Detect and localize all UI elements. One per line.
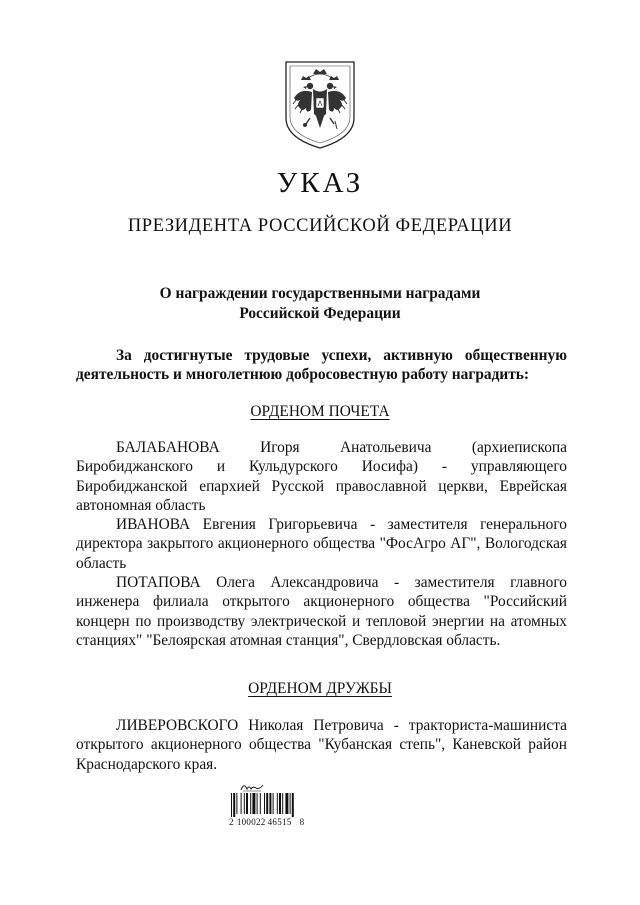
document-barcode — [229, 781, 319, 831]
barcode-prefix: 2 — [229, 817, 234, 827]
recipients-list-order-of-honour — [76, 438, 567, 650]
barcode-bar — [290, 793, 291, 814]
award-heading-order-of-honour — [0, 402, 640, 422]
barcode-bar — [231, 793, 232, 817]
barcode-bar — [252, 793, 255, 814]
heading-line-2: Российской Федерации — [239, 305, 401, 322]
coat-of-arms-icon — [280, 58, 360, 150]
barcode-bar — [292, 793, 294, 817]
barcode-bars — [231, 793, 319, 817]
document-title: УКАЗ — [276, 167, 364, 199]
recipients-list-order-of-friendship — [76, 716, 567, 774]
barcode-bar — [266, 793, 268, 814]
intro-paragraph: За достигнутые трудовые успехи, активную общественную деятельность и многолетнюю добросовестную работу наградить: — [76, 347, 567, 384]
recipient-entry: ЛИВЕРОВСКОГО Николая Петровича - тракториста-машиниста открытого акционерного общества "Кубанская степь", Каневской район Краснодарского края. — [76, 717, 567, 773]
barcode-bar — [269, 793, 271, 814]
barcode-group-2: 46515 — [267, 817, 292, 827]
barcode-bar — [257, 793, 258, 814]
award-heading-order-of-friendship — [0, 679, 640, 699]
barcode-bar — [282, 793, 283, 814]
award-title: ОРДЕНОМ ПОЧЕТА — [250, 403, 390, 420]
barcode-bar — [236, 793, 237, 814]
barcode-bar — [246, 793, 248, 814]
recipient-entry: БАЛАБАНОВА Игоря Анатольевича (архиепископа Биробиджанского и Кульдурского Иосифа) - управляющего Биробиджанской епархией Русской православной церкви, Еврейская автономная область — [76, 439, 567, 514]
barcode-bar — [241, 793, 242, 814]
recipient-entry: ПОТАПОВА Олега Александровича - заместителя главного инженера филиала открытого акционерного общества "Российский концерн по производству электрической и тепловой энергии на атомных станциях" "Белоярская атомная станция", Свердловская область. — [76, 574, 567, 649]
barcode-bar — [277, 793, 278, 814]
barcode-number — [229, 817, 324, 828]
signature-mark — [239, 781, 265, 793]
barcode-bar — [264, 793, 265, 814]
recipient-entry: ИВАНОВА Евгения Григорьевича - заместителя генерального директора закрытого акционерного общества "ФосАгро АГ", Вологодская область — [76, 516, 567, 572]
document-subtitle: ПРЕЗИДЕНТА РОССИЙСКОЙ ФЕДЕРАЦИИ — [127, 216, 513, 236]
barcode-bar — [279, 793, 281, 814]
heading-line-1: О награждении государственными наградами — [159, 285, 481, 302]
barcode-bar — [244, 793, 245, 814]
barcode-bar — [273, 793, 274, 814]
barcode-bar — [285, 793, 288, 814]
award-title: ОРДЕНОМ ДРУЖБЫ — [248, 680, 392, 697]
barcode-group-1: 100022 — [236, 817, 266, 827]
barcode-bar — [233, 793, 235, 817]
barcode-bar — [260, 793, 261, 814]
barcode-check-digit: 8 — [299, 817, 305, 827]
barcode-bar — [250, 793, 251, 814]
decree-heading — [100, 284, 540, 324]
